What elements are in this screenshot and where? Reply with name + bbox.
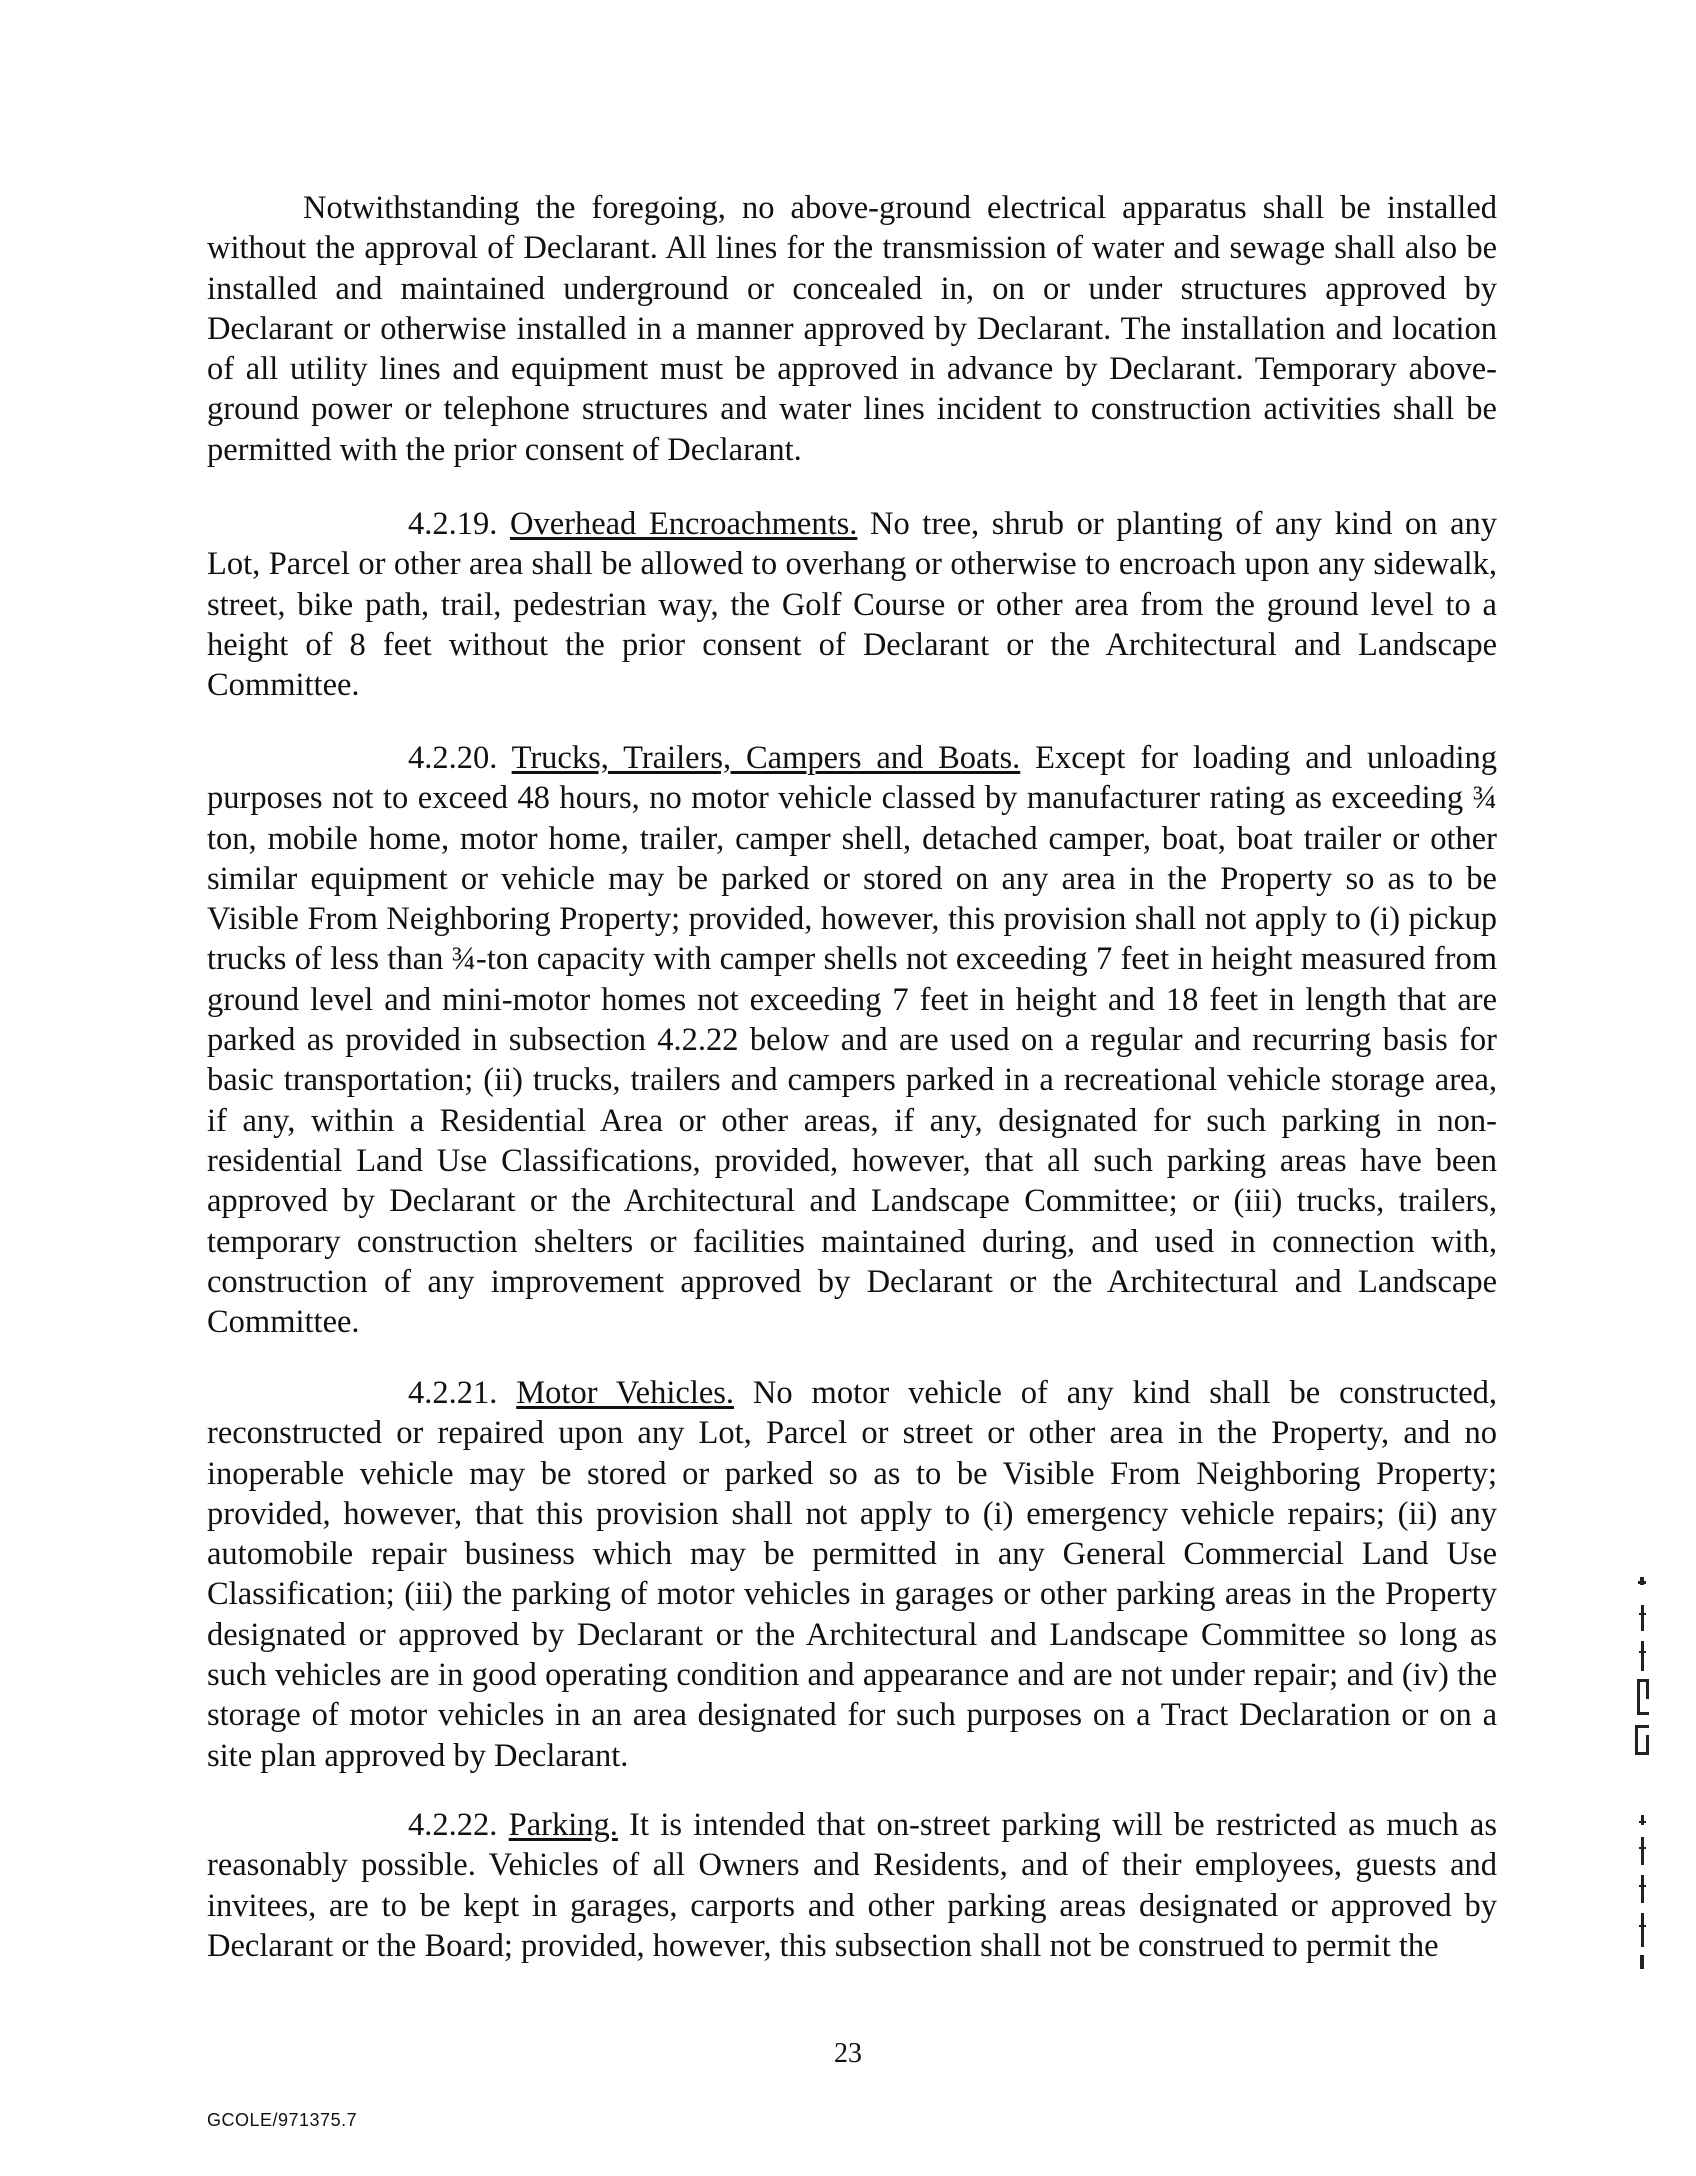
section-text: No tree, shrub or planting of any kind on any Lot, Parcel or other area shall be allowed to overhang or otherwise to encroach upon any sidewalk, street, bike path, trail, pedestrian way, the Golf Course or other area from the ground level to a height of 8 feet without the prior consent of Declarant or the Architectural and Landscape Committee.	[207, 506, 1497, 704]
section-number: 4.2.21.	[408, 1375, 498, 1411]
section-number: 4.2.19.	[408, 506, 498, 542]
section-text: No motor vehicle of any kind shall be constructed, reconstructed or repaired upon any Lot, Parcel or street or other area in the Property, and no inoperable vehicle may be stored or parked so as to be Visible From Neighboring Property; provided, however, that this provision shall not apply to (i) emergency vehicle repairs; (ii) any automobile repair business which may be permitted in any General Commercial Land Use Classification; (iii) the parking of motor vehicles in garages or other parking areas in the Property designated or approved by Declarant or the Architectural and Landscape Committee so long as such vehicles are in good operating condition and appearance and are not under repair; and (iv) the storage of motor vehicles in an area designated for such purposes on a Tract Declaration or on a site plan approved by Declarant.	[207, 1375, 1498, 1774]
document-id: GCOLE/971375.7	[207, 2110, 358, 2130]
section-number: 4.2.20.	[408, 740, 498, 776]
page-number: 23	[834, 2038, 862, 2069]
section-number: 4.2.22.	[408, 1807, 498, 1843]
section-text: It is intended that on-street parking will be restricted as much as reasonably possible. Vehicles of all Owners and Residents, and of their employees, guests and invitees, are to be kept in garages, carports and other parking areas designated or approved by Declarant or the Board; provided, however, this subsection shall not be construed to permit the	[207, 1807, 1497, 1964]
section-heading: Parking.	[508, 1807, 618, 1843]
section-text: Except for loading and unloading purposes not to exceed 48 hours, no motor vehicle classed by manufacturer rating as exceeding ¾ ton, mobile home, motor home, trailer, camper shell, detached camper, boat, boat trailer or other similar equipment or vehicle may be parked or stored on any area in the Property so as to be Visible From Neighboring Property; provided, however, this provision shall not apply to (i) pickup trucks of less than ¾-ton capacity with camper shells not exceeding 7 feet in height measured from ground level and mini-motor homes not exceeding 7 feet in height and 18 feet in length that are parked as provided in subsection 4.2.22 below and are used on a regular and recurring basis for basic transportation; (ii) trucks, trailers and campers parked in a recreational vehicle storage area, if any, within a Residential Area or other areas, if any, designated for such parking in non-residential Land Use Classifications, provided, however, that all such parking areas have been approved by Declarant or the Architectural and Landscape Committee; or (iii) trucks, trailers, temporary construction shelters or facilities maintained during, and used in connection with, construction of any improvement approved by Declarant or the Architectural and Landscape Committee.	[207, 740, 1497, 1341]
section-4-2-21	[207, 1373, 1497, 1776]
section-4-2-19	[207, 504, 1497, 705]
section-4-2-20	[207, 738, 1497, 1342]
section-heading: Trucks, Trailers, Campers and Boats.	[511, 740, 1021, 776]
section-heading: Motor Vehicles.	[516, 1375, 735, 1411]
paragraph-utility-lines: Notwithstanding the foregoing, no above-ground electrical apparatus shall be installed without the approval of Declarant. All lines for the transmission of water and sewage shall also be installed and maintained underground or concealed in, on or under structures approved by Declarant or otherwise installed in a manner approved by Declarant. The installation and location of all utility lines and equipment must be approved in advance by Declarant. Temporary above-ground power or telephone structures and water lines incident to construction activities shall be permitted with the prior consent of Declarant.	[207, 190, 1497, 468]
section-heading: Overhead Encroachments.	[509, 506, 858, 542]
section-4-2-22	[207, 1805, 1497, 1966]
recording-stamp-icon	[1620, 1575, 1668, 1995]
